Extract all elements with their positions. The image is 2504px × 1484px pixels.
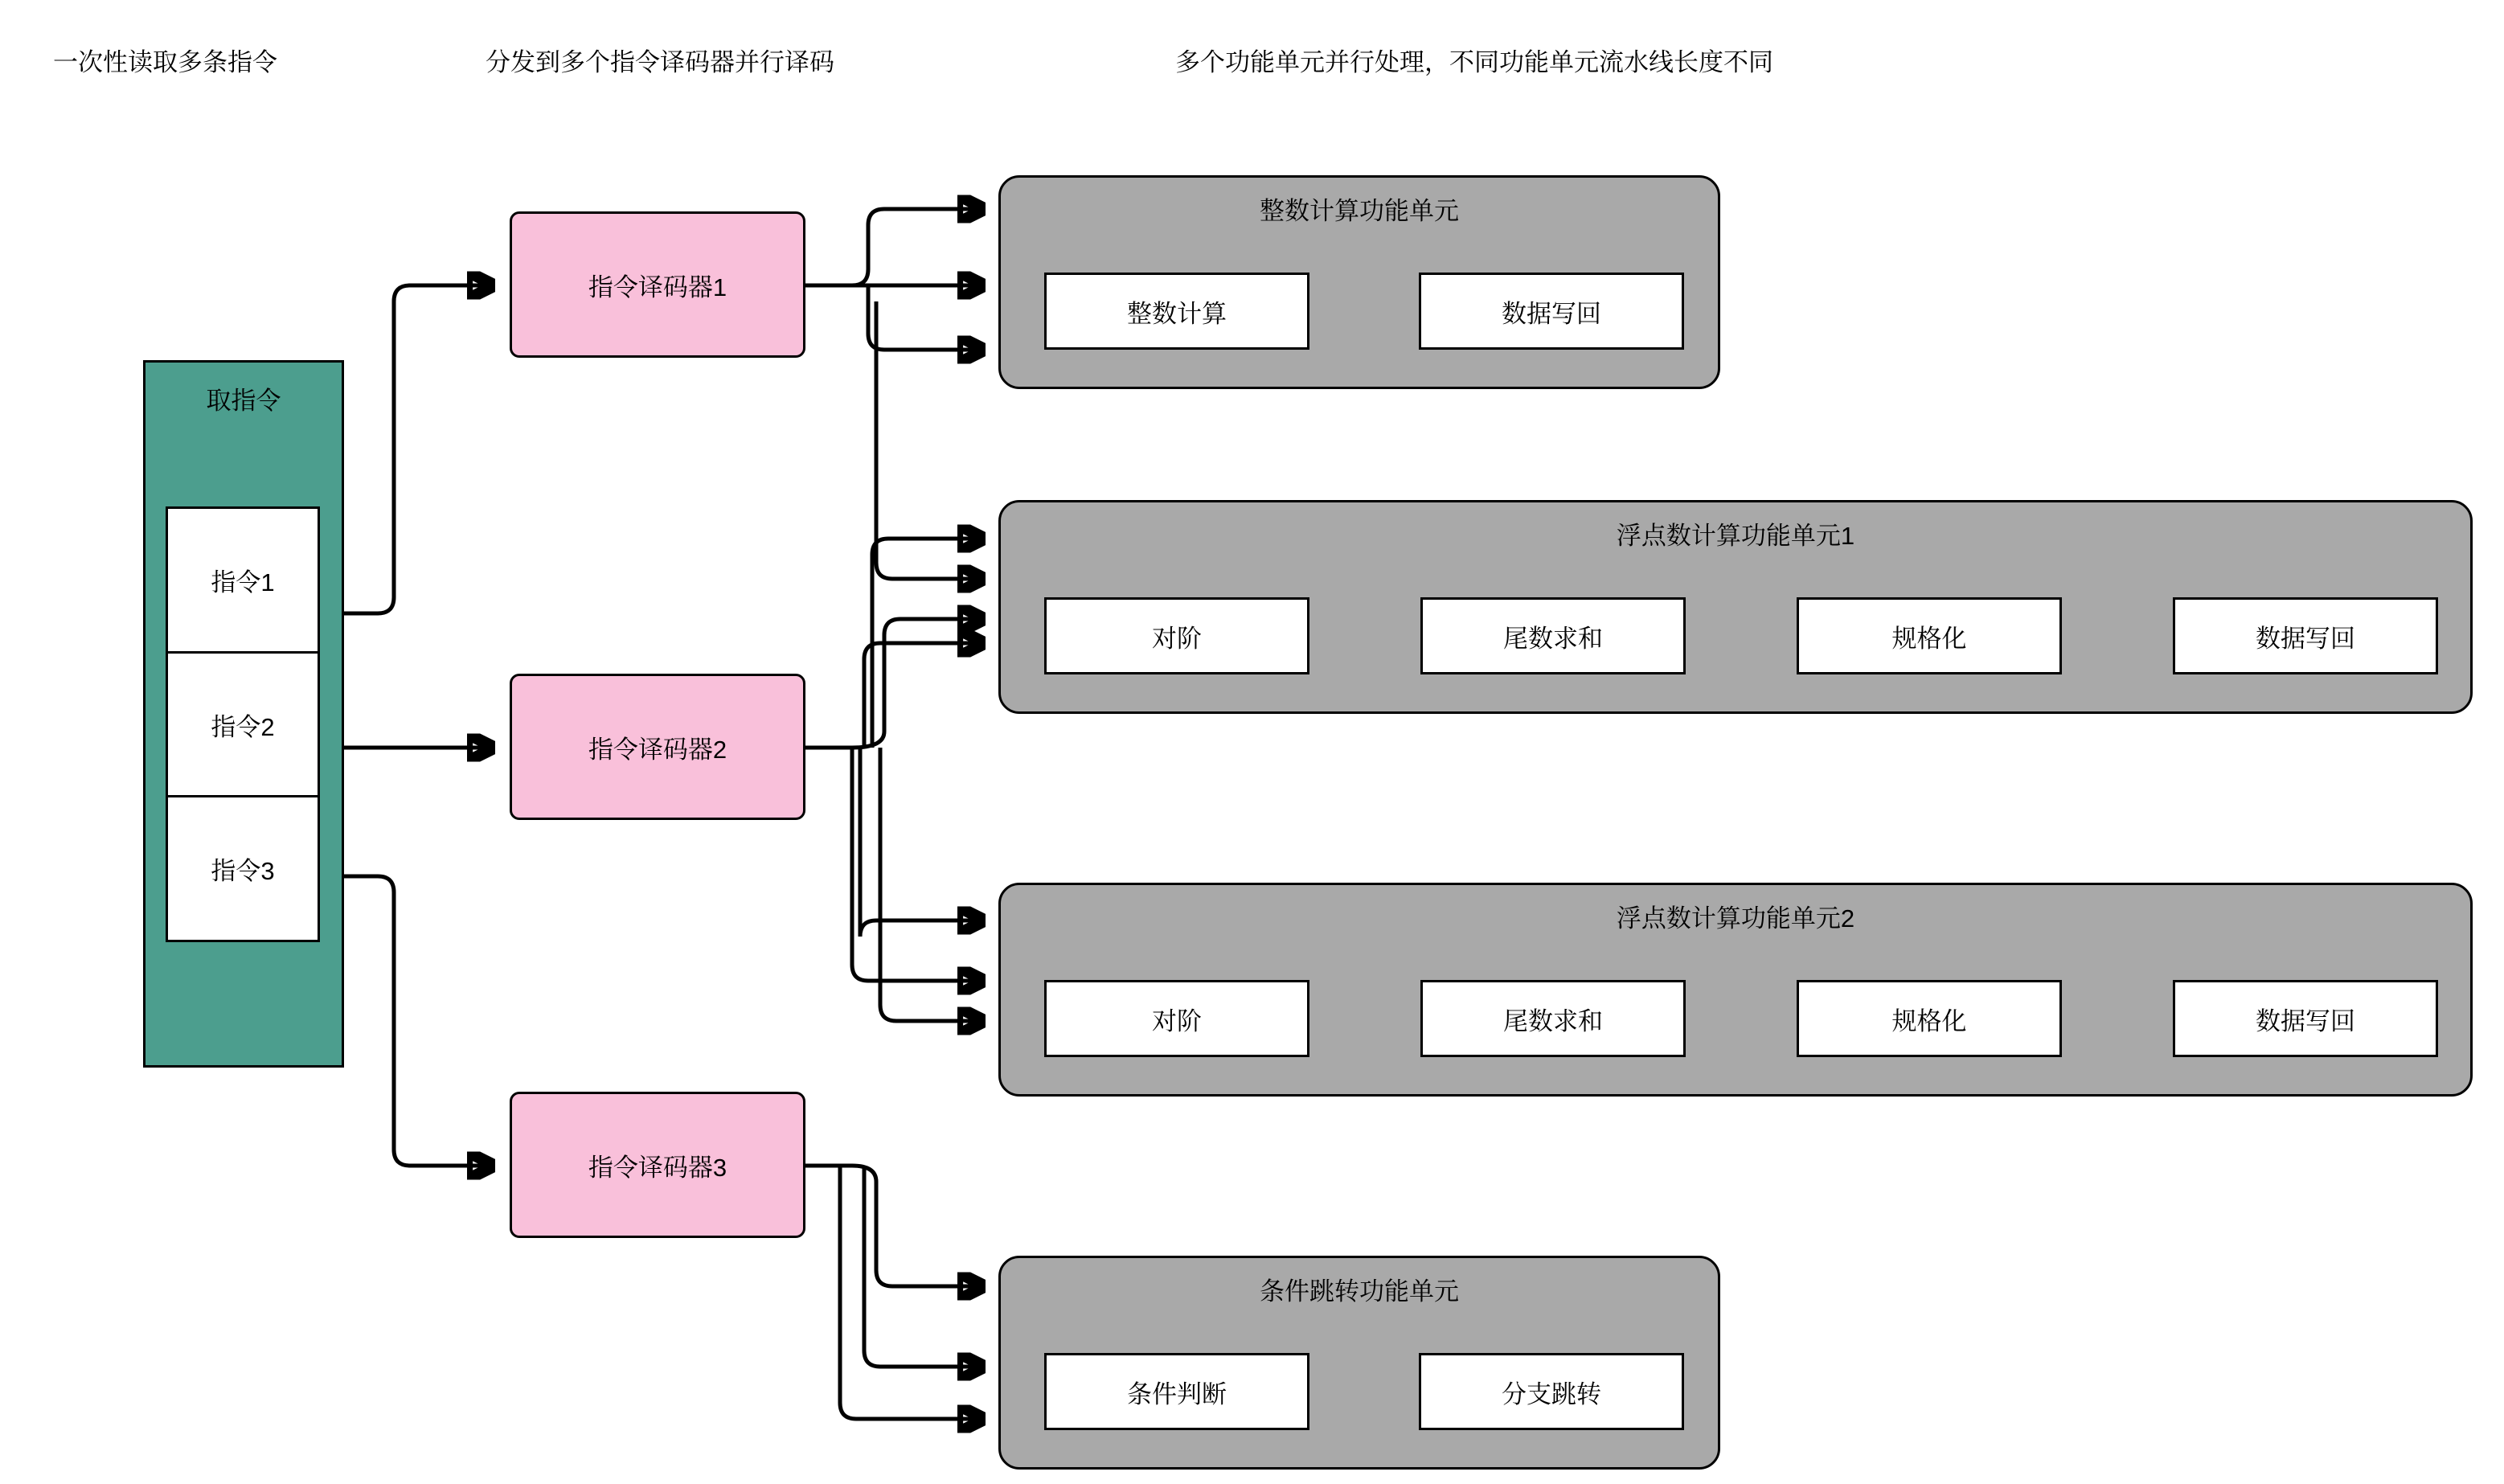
functional-unit-integer-title: 整数计算功能单元 [1260, 197, 1459, 225]
stage-float2-writeback[interactable]: 数据写回 [2173, 980, 2438, 1057]
decoder-1[interactable]: 指令译码器1 [510, 211, 805, 358]
functional-unit-float-2-title: 浮点数计算功能单元2 [1616, 904, 1855, 933]
stage-integer-writeback[interactable]: 数据写回 [1419, 273, 1684, 350]
stage-float2-normalize[interactable]: 规格化 [1797, 980, 2062, 1057]
functional-unit-float-2 [998, 883, 2473, 1097]
instruction-item-2[interactable]: 指令2 [168, 654, 318, 798]
functional-unit-integer [998, 175, 1720, 389]
stage-integer-compute[interactable]: 整数计算 [1044, 273, 1309, 350]
decoder-2[interactable]: 指令译码器2 [510, 674, 805, 820]
stage-float1-writeback[interactable]: 数据写回 [2173, 597, 2438, 674]
functional-unit-branch [998, 1256, 1720, 1470]
caption-decode: 分发到多个指令译码器并行译码 [486, 48, 834, 76]
instruction-queue [166, 506, 320, 942]
stage-float1-mantissa-add[interactable]: 尾数求和 [1420, 597, 1686, 674]
stage-float1-normalize[interactable]: 规格化 [1797, 597, 2062, 674]
caption-fetch: 一次性读取多条指令 [53, 48, 277, 76]
fetch-title: 取指令 [206, 387, 281, 415]
decoder-3[interactable]: 指令译码器3 [510, 1092, 805, 1238]
functional-unit-branch-title: 条件跳转功能单元 [1260, 1277, 1459, 1306]
stage-float2-mantissa-add[interactable]: 尾数求和 [1420, 980, 1686, 1057]
instruction-item-1[interactable]: 指令1 [168, 509, 318, 654]
stage-float1-align[interactable]: 对阶 [1044, 597, 1309, 674]
functional-unit-float-1 [998, 500, 2473, 714]
stage-branch-jump[interactable]: 分支跳转 [1419, 1353, 1684, 1430]
stage-float2-align[interactable]: 对阶 [1044, 980, 1309, 1057]
functional-unit-float-1-title: 浮点数计算功能单元1 [1616, 522, 1855, 550]
caption-execute: 多个功能单元并行处理，不同功能单元流水线长度不同 [1175, 48, 1773, 76]
stage-branch-condition[interactable]: 条件判断 [1044, 1353, 1309, 1430]
instruction-item-3[interactable]: 指令3 [168, 797, 318, 940]
